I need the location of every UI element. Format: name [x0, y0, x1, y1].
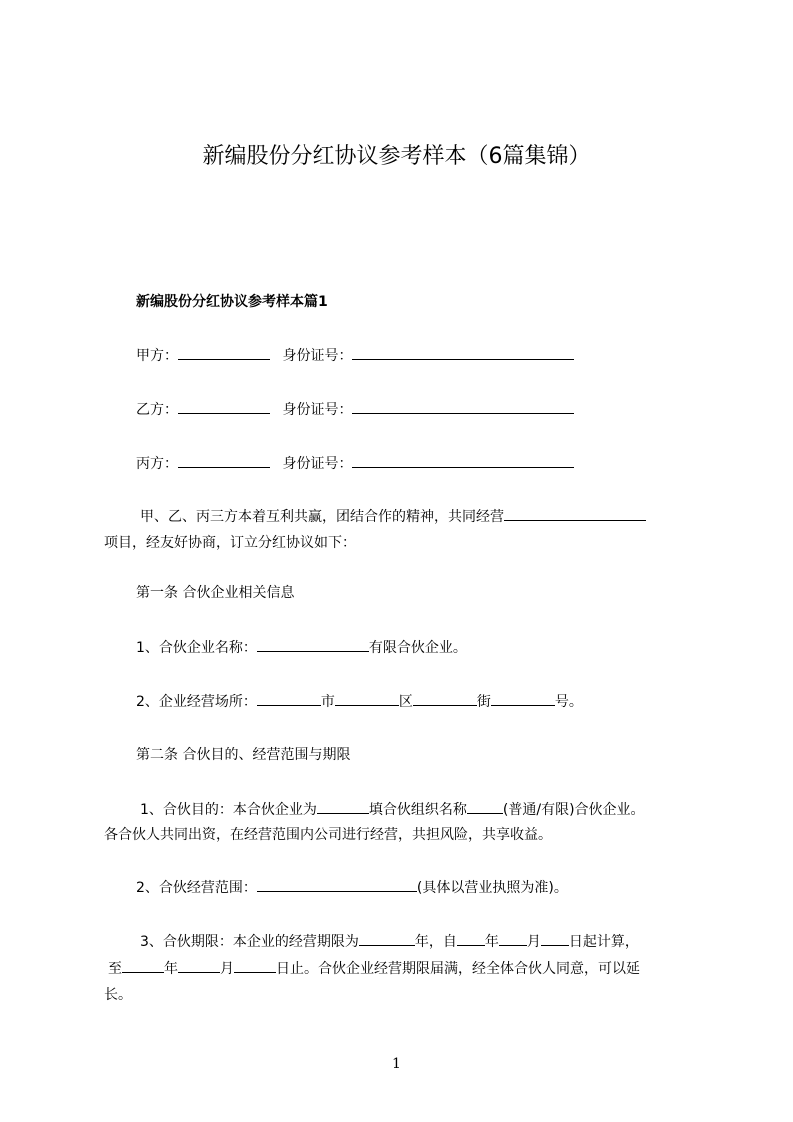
item-text: 街	[476, 694, 491, 710]
page-number: 1	[392, 1056, 401, 1072]
item-text: 年	[484, 934, 499, 950]
item-text: 市	[320, 694, 335, 710]
item-text: 日止。合伙企业经营期限届满，经全体合伙人同意，可以延	[276, 961, 640, 977]
blank-line	[504, 505, 646, 521]
blank-line	[352, 398, 574, 414]
blank-line	[257, 690, 321, 706]
article-1-heading: 第一条 合伙企业相关信息	[136, 585, 295, 601]
item-text: 月	[220, 961, 234, 977]
blank-line	[335, 690, 399, 706]
id-label: 身份证号：	[282, 456, 353, 472]
blank-line	[178, 344, 270, 360]
blank-line	[257, 876, 417, 892]
item-text: (普通/有限)合伙企业。	[502, 802, 645, 818]
party-row-jia	[136, 344, 574, 367]
item-text: 月	[526, 934, 541, 950]
item-text: 区	[398, 694, 413, 710]
blank-line	[491, 690, 555, 706]
blank-line	[178, 452, 270, 468]
item-text: 1、合伙目的：本合伙企业为	[140, 802, 317, 818]
blank-line	[178, 398, 270, 414]
item-text: 至	[108, 961, 122, 977]
item-text: 2、企业经营场所：	[136, 694, 257, 710]
item-text: 1、合伙企业名称：	[136, 640, 257, 656]
item-text: 年	[164, 961, 178, 977]
blank-line	[257, 636, 369, 652]
blank-line	[359, 930, 415, 946]
item-text: 日起计算，	[568, 934, 639, 950]
id-label: 身份证号：	[282, 348, 353, 364]
blank-line	[413, 690, 477, 706]
item-text: 号。	[554, 694, 583, 710]
scope-line	[136, 876, 568, 899]
section-heading: 新编股份分红协议参考样本篇1	[136, 294, 328, 310]
purpose-line1	[140, 798, 645, 821]
blank-line	[122, 957, 164, 973]
party-row-yi	[136, 398, 574, 421]
item-text: 3、合伙期限：本企业的经营期限为	[140, 934, 359, 950]
blank-line	[457, 930, 485, 946]
blank-line	[234, 957, 276, 973]
item-text: 有限合伙企业。	[368, 640, 467, 656]
document-title: 新编股份分红协议参考样本（6篇集锦）	[202, 144, 591, 169]
item-text: (具体以营业执照为准)。	[416, 880, 568, 896]
term-line1	[140, 930, 639, 953]
intro-text: 甲、乙、丙三方本着互利共赢，团结合作的精神，共同经营	[140, 509, 504, 525]
party-label: 甲方：	[136, 348, 178, 364]
party-label: 乙方：	[136, 402, 178, 418]
term-line2	[108, 957, 640, 980]
purpose-line2: 各合伙人共同出资，在经营范围内公司进行经营，共担风险，共享收益。	[104, 827, 552, 843]
blank-line	[499, 930, 527, 946]
blank-line	[317, 798, 369, 814]
intro-paragraph-line2: 项目，经友好协商，订立分红协议如下：	[104, 535, 356, 551]
id-label: 身份证号：	[282, 402, 353, 418]
party-row-bing	[136, 452, 574, 475]
item-text: 2、合伙经营范围：	[136, 880, 257, 896]
item-text: 填合伙组织名称	[368, 802, 467, 818]
item-1-name	[136, 636, 467, 659]
item-text: 年，自	[414, 934, 457, 950]
blank-line	[467, 798, 503, 814]
party-label: 丙方：	[136, 456, 178, 472]
blank-line	[352, 344, 574, 360]
term-line3: 长。	[104, 987, 132, 1003]
blank-line	[541, 930, 569, 946]
blank-line	[178, 957, 220, 973]
article-2-heading: 第二条 合伙目的、经营范围与期限	[136, 747, 351, 763]
intro-paragraph-line1	[140, 505, 646, 528]
item-2-address	[136, 690, 583, 713]
blank-line	[352, 452, 574, 468]
